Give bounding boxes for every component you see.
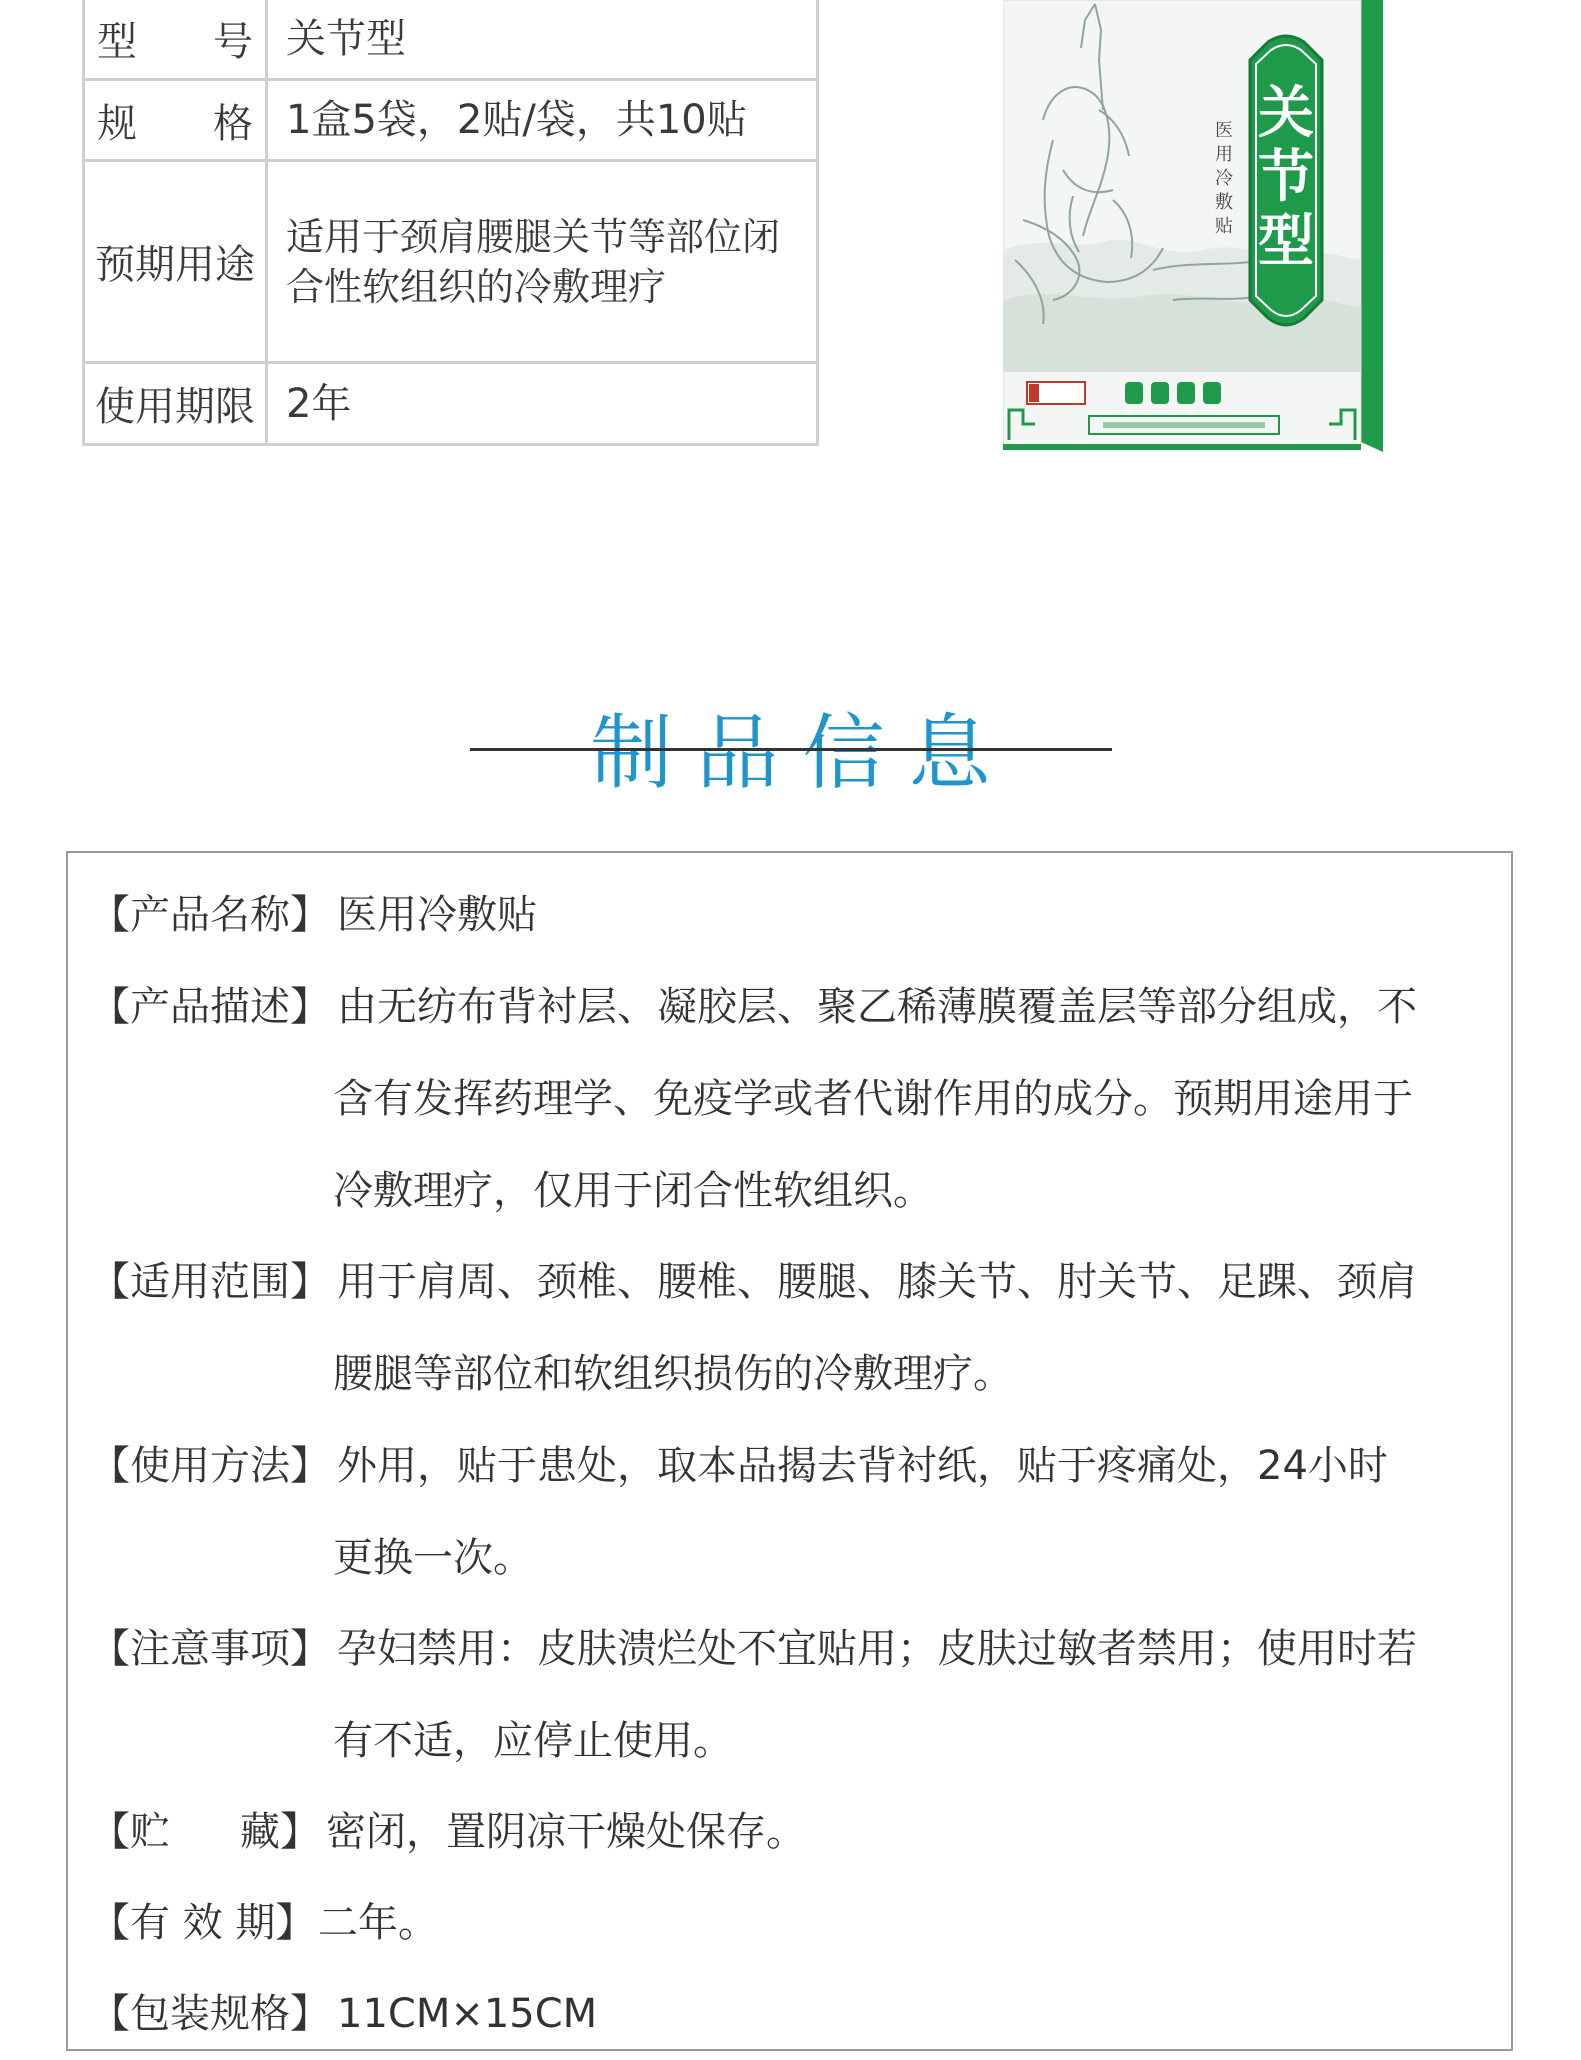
spec-value-model: 关节型 — [267, 0, 818, 80]
info-label-caution: 【注意事项】 — [90, 1626, 330, 1672]
spec-value-shelf-life: 2年 — [267, 363, 818, 445]
info-label-name: 【产品名称】 — [90, 892, 330, 938]
info-label-description: 【产品描述】 — [90, 984, 330, 1030]
info-label-usage: 【使用方法】 — [90, 1443, 330, 1489]
spec-table — [82, 0, 819, 446]
spec-key-spec: 规格 — [84, 80, 267, 161]
table-row — [84, 161, 818, 363]
box-type-char-3: 型 — [1258, 208, 1314, 274]
spec-value-spec: 1盒5袋，2贴/袋，共10贴 — [267, 80, 818, 161]
info-value-caution-line-1: 孕妇禁用：皮肤溃烂处不宜贴用；皮肤过敏者禁用；使用时若 — [337, 1626, 1417, 1672]
box-name-char-4: 敷 — [1215, 192, 1233, 213]
box-name-char-5: 贴 — [1215, 216, 1233, 237]
spec-key-intended-use: 预期用途 — [84, 161, 267, 363]
info-value-caution-line-2: 有不适，应停止使用。 — [333, 1718, 733, 1764]
intended-use-line-2: 合性软组织的冷敷理疗 — [286, 264, 667, 309]
info-value-name: 医用冷敷贴 — [337, 892, 537, 938]
box-type-char-2: 节 — [1258, 144, 1314, 210]
box-type-char-1: 关 — [1258, 80, 1314, 146]
spec-key-model: 型号 — [84, 0, 267, 80]
intended-use-line-1: 适用于颈肩腰腿关节等部位闭 — [286, 214, 781, 259]
info-label-scope: 【适用范围】 — [90, 1259, 330, 1305]
info-value-description-line-1: 由无纺布背衬层、凝胶层、聚乙稀薄膜覆盖层等部分组成，不 — [337, 984, 1417, 1030]
info-value-storage: 密闭，置阴凉干燥处保存。 — [326, 1809, 806, 1855]
info-value-description-line-2: 含有发挥药理学、免疫学或者代谢作用的成分。预期用途用于 — [333, 1076, 1413, 1122]
info-value-description-line-3: 冷敷理疗，仅用于闭合性软组织。 — [333, 1168, 933, 1214]
spec-key-shelf-life: 使用期限 — [84, 363, 267, 445]
info-value-usage-line-1: 外用，贴于患处，取本品揭去背衬纸，贴于疼痛处，24小时 — [337, 1443, 1388, 1489]
info-label-expiry: 【有 效 期】 — [90, 1900, 316, 1946]
section-title-underline — [470, 748, 1112, 751]
box-name-char-3: 冷 — [1215, 168, 1233, 189]
info-value-expiry: 二年。 — [318, 1900, 438, 1946]
info-label-storage-open: 【贮 — [90, 1809, 170, 1855]
box-name-char-2: 用 — [1215, 144, 1233, 165]
box-name-char-1: 医 — [1215, 120, 1233, 141]
info-label-package: 【包装规格】 — [90, 1991, 330, 2037]
info-value-scope-line-1: 用于肩周、颈椎、腰椎、腰腿、膝关节、肘关节、足踝、颈肩 — [337, 1259, 1417, 1305]
table-row — [84, 80, 818, 161]
product-box-illustration — [1003, 0, 1383, 458]
section-title: 制品信息 — [590, 706, 1015, 802]
table-row — [84, 0, 818, 80]
spec-value-intended-use — [267, 161, 818, 363]
info-label-storage-close: 藏】 — [240, 1809, 320, 1855]
product-box-image — [1003, 0, 1383, 458]
table-row — [84, 363, 818, 445]
info-value-package: 11CM×15CM — [337, 1991, 598, 2037]
info-value-usage-line-2: 更换一次。 — [333, 1535, 533, 1581]
info-value-scope-line-2: 腰腿等部位和软组织损伤的冷敷理疗。 — [333, 1351, 1013, 1397]
